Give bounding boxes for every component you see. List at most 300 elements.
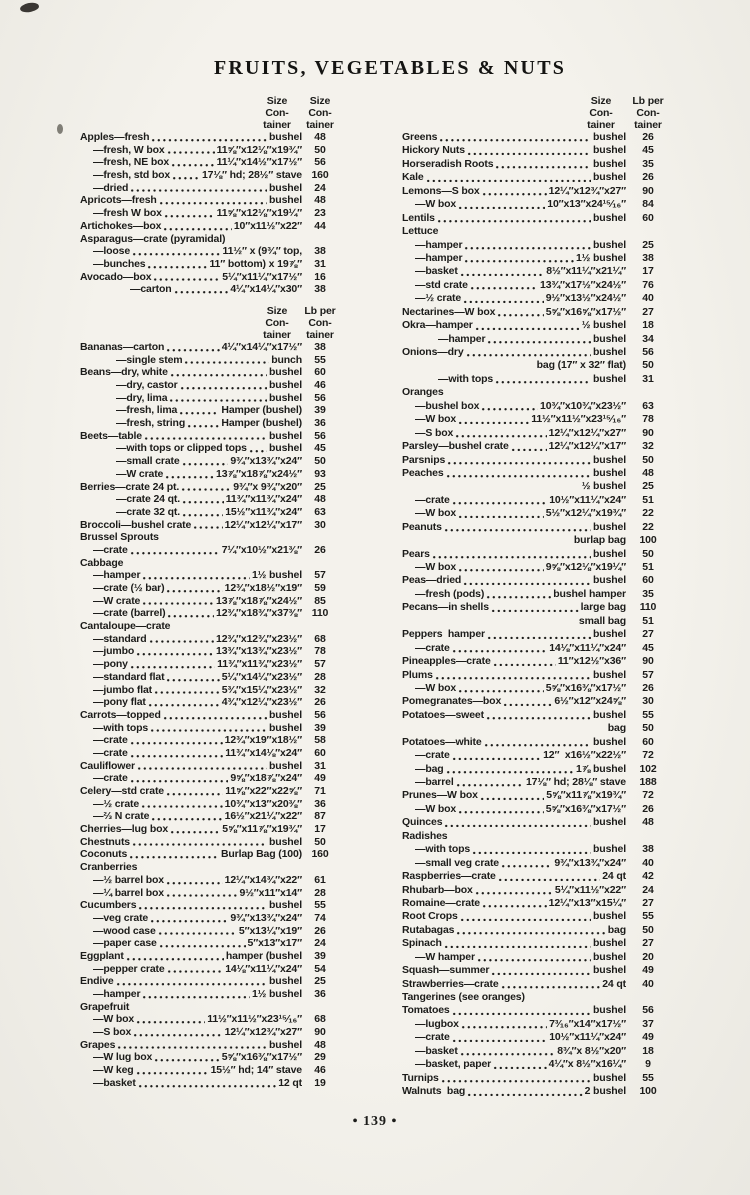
item-name: Brussel Sprouts	[80, 531, 159, 544]
container-size: 11¼″x14½″x17½″	[216, 156, 302, 169]
item-name: —paper case	[93, 937, 157, 950]
container-size: bushel	[593, 628, 626, 641]
lb-per-container-value: 51	[642, 561, 654, 573]
container-size: bag (17″ x 32″ flat)	[536, 359, 626, 372]
dot-leader	[452, 642, 548, 655]
lb-per-container-value: 78	[642, 413, 654, 426]
dot-leader	[460, 265, 545, 278]
dot-leader	[166, 887, 238, 900]
table-row	[80, 912, 338, 925]
dot-leader	[491, 601, 579, 614]
item-name: —fresh W box	[93, 207, 162, 220]
size-container-header	[578, 95, 624, 131]
container-size: 12¾″x19″x18½″	[224, 734, 302, 747]
table-row	[402, 494, 670, 507]
container-size: 5⅝″x16⅝″x17½″	[545, 305, 626, 318]
item-name: Raspberries—crate	[402, 870, 496, 883]
dot-leader	[458, 413, 529, 426]
item-name: Hickory Nuts	[402, 144, 465, 157]
dot-leader	[166, 341, 219, 354]
dot-leader	[159, 194, 267, 207]
table-row	[402, 265, 670, 278]
table-row	[80, 1039, 338, 1052]
container-size: bushel	[593, 466, 626, 479]
table-row	[402, 1031, 670, 1044]
header-line: Con-	[308, 316, 332, 329]
lb-per-container-value: 19	[314, 1076, 326, 1089]
table-row	[80, 696, 338, 709]
table-row	[402, 763, 670, 776]
table-row	[80, 950, 338, 963]
dot-leader	[480, 789, 544, 802]
lb-per-container-value: 31	[314, 759, 326, 772]
container-size: bushel	[593, 171, 626, 184]
lb-per-container-value: 46	[314, 379, 326, 391]
lb-per-container-value: 48	[314, 1038, 326, 1051]
container-size: 24 qt	[602, 870, 626, 883]
dot-leader	[458, 507, 544, 520]
lb-per-container-value: 25	[642, 480, 654, 493]
container-size: 13⅞″x18⅞″x24½″	[216, 467, 302, 480]
section-gap	[80, 296, 338, 305]
dot-leader	[455, 427, 546, 440]
container-size: 5⅝″x16⅜″x17½″	[221, 1051, 302, 1064]
container-size: bushel	[593, 372, 626, 385]
lb-per-container-header	[302, 95, 338, 131]
item-name: Plums	[402, 668, 433, 681]
table-row	[402, 319, 670, 332]
column-headers	[80, 305, 338, 341]
item-name: —with tops or clipped tops	[116, 442, 247, 455]
container-size: 10½″x11¼″x24″	[549, 1031, 626, 1044]
item-name: —fresh, string	[116, 417, 186, 430]
container-size: Burlap Bag (100)	[220, 848, 302, 861]
container-size: 13¾″x17½″x24½″	[540, 278, 626, 291]
lb-per-container-value: 76	[642, 278, 654, 291]
table-row	[80, 874, 338, 887]
lb-per-container-value: 26	[314, 924, 326, 937]
item-name: —standard	[93, 632, 147, 645]
lb-per-container-value: 49	[314, 772, 326, 785]
container-size: bushel	[593, 520, 626, 533]
table-row	[402, 1045, 670, 1058]
table-row	[402, 574, 670, 587]
lb-per-container-value: 61	[314, 873, 326, 886]
table-row	[402, 816, 670, 829]
item-name: —crate	[415, 641, 450, 654]
container-size: 11″ bottom) x 19⅞″	[209, 257, 302, 270]
dot-leader	[487, 628, 591, 641]
header-line: Lb per	[632, 95, 664, 107]
item-name: Asparagus—crate (pyramidal)	[80, 232, 226, 245]
table-row	[402, 615, 670, 628]
dot-leader	[172, 169, 200, 182]
dot-leader	[141, 798, 223, 811]
table-row	[80, 144, 338, 157]
container-size: 5¼″x14¼″x23½″	[221, 670, 302, 683]
container-size: 2 bushel	[584, 1085, 626, 1098]
header-line: Con-	[308, 107, 332, 119]
dot-leader	[464, 252, 574, 265]
column-headers	[80, 95, 338, 131]
table-row	[80, 506, 338, 519]
container-size: large bag	[580, 601, 626, 614]
container-size: bushel	[593, 131, 626, 143]
table-row	[80, 671, 338, 684]
item-name: —W crate	[116, 467, 164, 480]
lb-per-container-value: 50	[314, 835, 326, 848]
container-size: 6½″x12″x24⅝″	[554, 695, 626, 708]
container-size: 5⅝″x16⅜″x17½″	[545, 681, 626, 694]
container-size: 12¼″x12¾″x27″	[224, 1026, 302, 1039]
lb-per-container-value: 25	[314, 480, 326, 493]
item-name: Pineapples—crate	[402, 655, 491, 668]
lb-per-container-value: 85	[314, 594, 326, 607]
dot-leader	[130, 182, 267, 195]
container-size: 5⅝″x16⅜″x17½″	[545, 802, 626, 815]
container-size: bushel	[269, 194, 302, 207]
dot-leader	[166, 671, 219, 684]
dot-leader	[167, 144, 215, 157]
container-size: bushel	[593, 157, 626, 170]
item-name: Okra—hamper	[402, 319, 473, 332]
lb-per-container-value: 27	[642, 896, 654, 909]
page-number: • 139 •	[352, 1114, 398, 1129]
item-name: Peppers hamper	[402, 628, 485, 641]
item-name: Beans—dry, white	[80, 366, 168, 379]
container-size: bushel	[593, 547, 626, 560]
table-row	[80, 607, 338, 620]
table-row	[80, 887, 338, 900]
dot-leader	[154, 1051, 220, 1064]
container-size: bushel	[269, 899, 302, 912]
table-row	[402, 144, 670, 157]
dot-leader	[482, 185, 547, 198]
item-name: —veg crate	[93, 911, 149, 924]
lb-per-container-value: 36	[314, 797, 326, 810]
container-size: 9½″x11″x14″	[239, 886, 302, 899]
container-size: 5″x13″x17″	[247, 937, 302, 950]
container-size: bushel	[593, 708, 626, 721]
container-size: 9½″x13½″x24½″	[545, 292, 626, 305]
dot-leader	[158, 925, 237, 938]
container-size: bag	[607, 722, 626, 735]
table-row	[80, 468, 338, 481]
table-row	[80, 271, 338, 284]
table-row	[402, 884, 670, 897]
page-title: FRUITS, VEGETABLES & NUTS	[213, 57, 567, 79]
item-name: Spinach	[402, 937, 442, 950]
container-size: bushel	[269, 1038, 302, 1051]
table-row	[402, 991, 670, 1004]
dot-leader	[144, 430, 267, 443]
table-row	[80, 1013, 338, 1026]
item-name: —hamper	[93, 569, 141, 582]
container-size: 8¾″x 8½″x20″	[557, 1044, 626, 1057]
container-size: 10½″x11¼″x24″	[549, 493, 626, 506]
container-size: 11″x12½″x36″	[557, 655, 626, 668]
table-row	[80, 861, 338, 874]
container-size: 12¼″x13″x15¼″	[548, 896, 626, 909]
table-row	[80, 354, 338, 367]
container-size: bushel	[593, 144, 626, 157]
container-size: bushel	[593, 816, 626, 829]
lb-per-container-value: 36	[314, 988, 326, 1000]
item-name: Eggplant	[80, 949, 124, 962]
item-name: —½ crate	[415, 292, 462, 305]
dot-leader	[142, 569, 250, 582]
item-name: Cucumbers	[80, 899, 137, 912]
dot-leader	[142, 988, 250, 1001]
lb-per-container-value: 44	[314, 219, 326, 232]
table-row	[80, 194, 338, 207]
lb-per-container-value: 25	[642, 238, 654, 251]
ink-smudge-artifact	[19, 1, 39, 14]
item-name: —basket, paper	[415, 1058, 492, 1071]
table-row	[402, 736, 670, 749]
lb-per-container-value: 78	[314, 645, 326, 658]
container-size: bushel	[593, 937, 626, 950]
item-name: Endive	[80, 975, 114, 988]
lb-per-container-value: 71	[314, 785, 326, 797]
item-name: Strawberries—crate	[402, 977, 499, 990]
table-row	[402, 776, 670, 789]
container-size: 12¾″x12¾″x23½″	[216, 632, 302, 645]
lb-per-container-value: 23	[314, 207, 326, 220]
table-row	[402, 1058, 670, 1071]
item-name: —W hamper	[415, 950, 475, 963]
item-name: —pony	[93, 658, 128, 671]
lb-per-container-value: 59	[314, 582, 326, 594]
container-size: small bag	[578, 614, 626, 627]
dot-leader	[169, 392, 267, 405]
dot-leader	[182, 455, 229, 468]
lb-per-container-value: 48	[642, 466, 654, 479]
item-name: Cranberries	[80, 861, 138, 874]
lb-per-container-value: 40	[642, 977, 654, 990]
header-line: Con-	[265, 107, 289, 119]
item-name: Peanuts	[402, 520, 442, 533]
dot-leader	[491, 964, 591, 977]
item-name: —fresh, W box	[93, 143, 165, 156]
item-name: Pecans—in shells	[402, 601, 489, 614]
item-name: —crate 32 qt.	[116, 505, 180, 518]
lb-per-container-value: 160	[311, 848, 329, 861]
dot-leader	[184, 354, 269, 367]
table-row	[402, 427, 670, 440]
container-size: 11¾″x11¾″x23½″	[217, 658, 302, 671]
dot-leader	[458, 198, 545, 211]
container-size: bushel	[593, 950, 626, 963]
container-size: bushel	[269, 181, 302, 194]
lb-per-container-value: 35	[642, 587, 654, 600]
container-size: bushel	[269, 721, 302, 734]
item-name: —loose	[93, 245, 131, 258]
dot-leader	[456, 776, 524, 789]
table-row	[80, 658, 338, 671]
lb-per-container-value: 55	[642, 1071, 654, 1084]
item-name: —W box	[415, 198, 457, 211]
container-size: 11⅝″x12⅛″x19¼″	[216, 207, 302, 220]
lb-per-container-value: 37	[642, 1017, 654, 1030]
container-size: 12¼″x12¼″x27″	[548, 426, 626, 439]
container-size: 10″x11½″x22″	[233, 219, 302, 232]
lb-per-container-value: 55	[642, 708, 654, 721]
dot-leader	[182, 506, 223, 519]
item-name: Horseradish Roots	[402, 157, 494, 170]
lb-per-container-value: 42	[642, 870, 654, 883]
lb-per-container-value: 72	[642, 789, 654, 802]
dot-leader	[249, 442, 267, 455]
table-row	[402, 359, 670, 372]
item-name: —S box	[415, 426, 454, 439]
container-size: bushel	[269, 442, 302, 455]
table-row	[80, 417, 338, 430]
container-size: bushel	[269, 708, 302, 721]
item-name: —fresh, lima	[116, 404, 178, 417]
container-size: 5¼″x11¼″x17½″	[222, 270, 302, 283]
table-row	[402, 158, 670, 171]
lb-per-container-value: 50	[642, 923, 654, 936]
container-size: bushel	[593, 346, 626, 358]
dot-leader	[481, 400, 538, 413]
item-name: —fresh, std box	[93, 169, 171, 182]
item-name: —basket	[415, 1044, 458, 1057]
container-size: bushel	[593, 843, 626, 856]
table-row	[80, 455, 338, 468]
column-headers	[402, 95, 670, 131]
header-line: Con-	[265, 316, 289, 329]
item-name: Tomatoes	[402, 1004, 450, 1017]
container-size: bushel	[593, 1004, 626, 1017]
item-name: Cauliflower	[80, 759, 135, 772]
lb-per-container-value: 57	[642, 668, 654, 681]
item-name: —lugbox	[415, 1017, 459, 1030]
table-row	[80, 1001, 338, 1014]
table-row	[402, 978, 670, 991]
dot-leader	[426, 171, 591, 184]
table-row	[402, 561, 670, 574]
table-row	[80, 531, 338, 544]
dot-leader	[165, 468, 214, 481]
lb-per-container-value: 40	[642, 292, 654, 305]
item-name: —basket	[415, 265, 458, 278]
container-size: bushel	[269, 379, 302, 391]
table-row	[80, 220, 338, 233]
dot-leader	[150, 722, 267, 735]
table-row	[402, 1072, 670, 1085]
item-name: Apples—fresh	[80, 131, 150, 143]
dot-leader	[149, 633, 215, 646]
lb-per-container-value: 60	[314, 366, 326, 379]
item-name: Kale	[402, 171, 424, 184]
lb-per-container-value: 160	[311, 169, 329, 182]
lb-per-container-value: 50	[314, 455, 326, 468]
container-size: 4¼″x14¼″x17½″	[221, 340, 302, 353]
table-row	[80, 1051, 338, 1064]
dot-leader	[187, 417, 219, 430]
table-row	[402, 1018, 670, 1031]
dot-leader	[154, 684, 220, 697]
lb-per-container-value: 16	[314, 270, 326, 283]
container-size: 10¾″x13″x20⅜″	[224, 797, 302, 810]
container-size: 14⅛″x11¼″x24″	[225, 962, 302, 975]
lb-per-container-value: 56	[314, 156, 326, 169]
container-size: 12 qt	[278, 1076, 302, 1089]
lb-per-container-header	[302, 305, 338, 341]
item-name: Beets—table	[80, 429, 142, 442]
table-row	[80, 131, 338, 144]
container-size: 10¾″x10¾″x23½″	[540, 399, 626, 412]
lb-per-container-value: 45	[314, 442, 326, 455]
dot-leader	[456, 924, 605, 937]
container-size: 1⅞ bushel	[575, 762, 626, 775]
item-name: Artichokes—box	[80, 219, 162, 232]
dot-leader	[138, 899, 267, 912]
dot-leader	[452, 1004, 591, 1017]
item-name: Lettuce	[402, 225, 439, 238]
item-name: —with tops	[93, 721, 149, 734]
lb-per-container-value: 38	[642, 843, 654, 856]
table-row	[402, 467, 670, 480]
lb-per-container-value: 24	[314, 937, 326, 950]
container-size: 12¼″x12¾″x27″	[548, 184, 626, 197]
dot-leader	[151, 810, 222, 823]
table-row	[80, 595, 338, 608]
item-name: Root Crops	[402, 910, 458, 923]
lb-per-container-header	[626, 95, 670, 131]
table-row	[402, 440, 670, 453]
container-size: 9¾″x13¾″x24″	[230, 455, 302, 468]
container-size: 11½″ x (9¾″ top,	[222, 245, 302, 258]
container-size: 5⅝″x11⅞″x19¾″	[222, 823, 302, 836]
container-size: 12¾″x18¾″x37⅜″	[216, 607, 302, 620]
dot-leader	[484, 736, 591, 749]
item-name: Romaine—crate	[402, 896, 480, 909]
dot-leader	[163, 220, 231, 233]
container-size: 4¼″x14¼″x30″	[230, 283, 302, 296]
table-row	[402, 400, 670, 413]
header-line: Con-	[636, 107, 660, 119]
dot-leader	[503, 695, 552, 708]
lb-per-container-value: 30	[642, 695, 654, 708]
dot-leader	[446, 763, 574, 776]
table-row	[402, 964, 670, 977]
table-row	[402, 910, 670, 923]
item-name: —small veg crate	[415, 856, 499, 869]
dot-leader	[444, 521, 591, 534]
container-size: Hamper (bushel)	[221, 404, 302, 417]
container-size: 11¾″x11¾″x24″	[225, 493, 302, 506]
lb-per-container-value: 56	[642, 1004, 654, 1017]
container-size: 1½ bushel	[251, 988, 302, 1000]
dot-leader	[463, 292, 544, 305]
item-name: —with tops	[415, 843, 471, 856]
container-size: 17⅛″ hd; 28½″ stave	[201, 169, 302, 182]
table-row	[402, 682, 670, 695]
container-size: 12¾″x18½″x19″	[224, 582, 302, 594]
dot-leader	[458, 682, 544, 695]
dot-leader	[486, 588, 551, 601]
dot-leader	[470, 279, 538, 292]
lb-per-container-value: 32	[314, 683, 326, 696]
item-name: Rutabagas	[402, 923, 455, 936]
container-size: hamper (bushel	[225, 949, 302, 962]
lb-per-container-value: 68	[314, 1013, 326, 1026]
table-row	[80, 937, 338, 950]
item-name: —fresh, NE box	[93, 156, 170, 169]
item-name: —⅔ N crate	[93, 810, 150, 823]
